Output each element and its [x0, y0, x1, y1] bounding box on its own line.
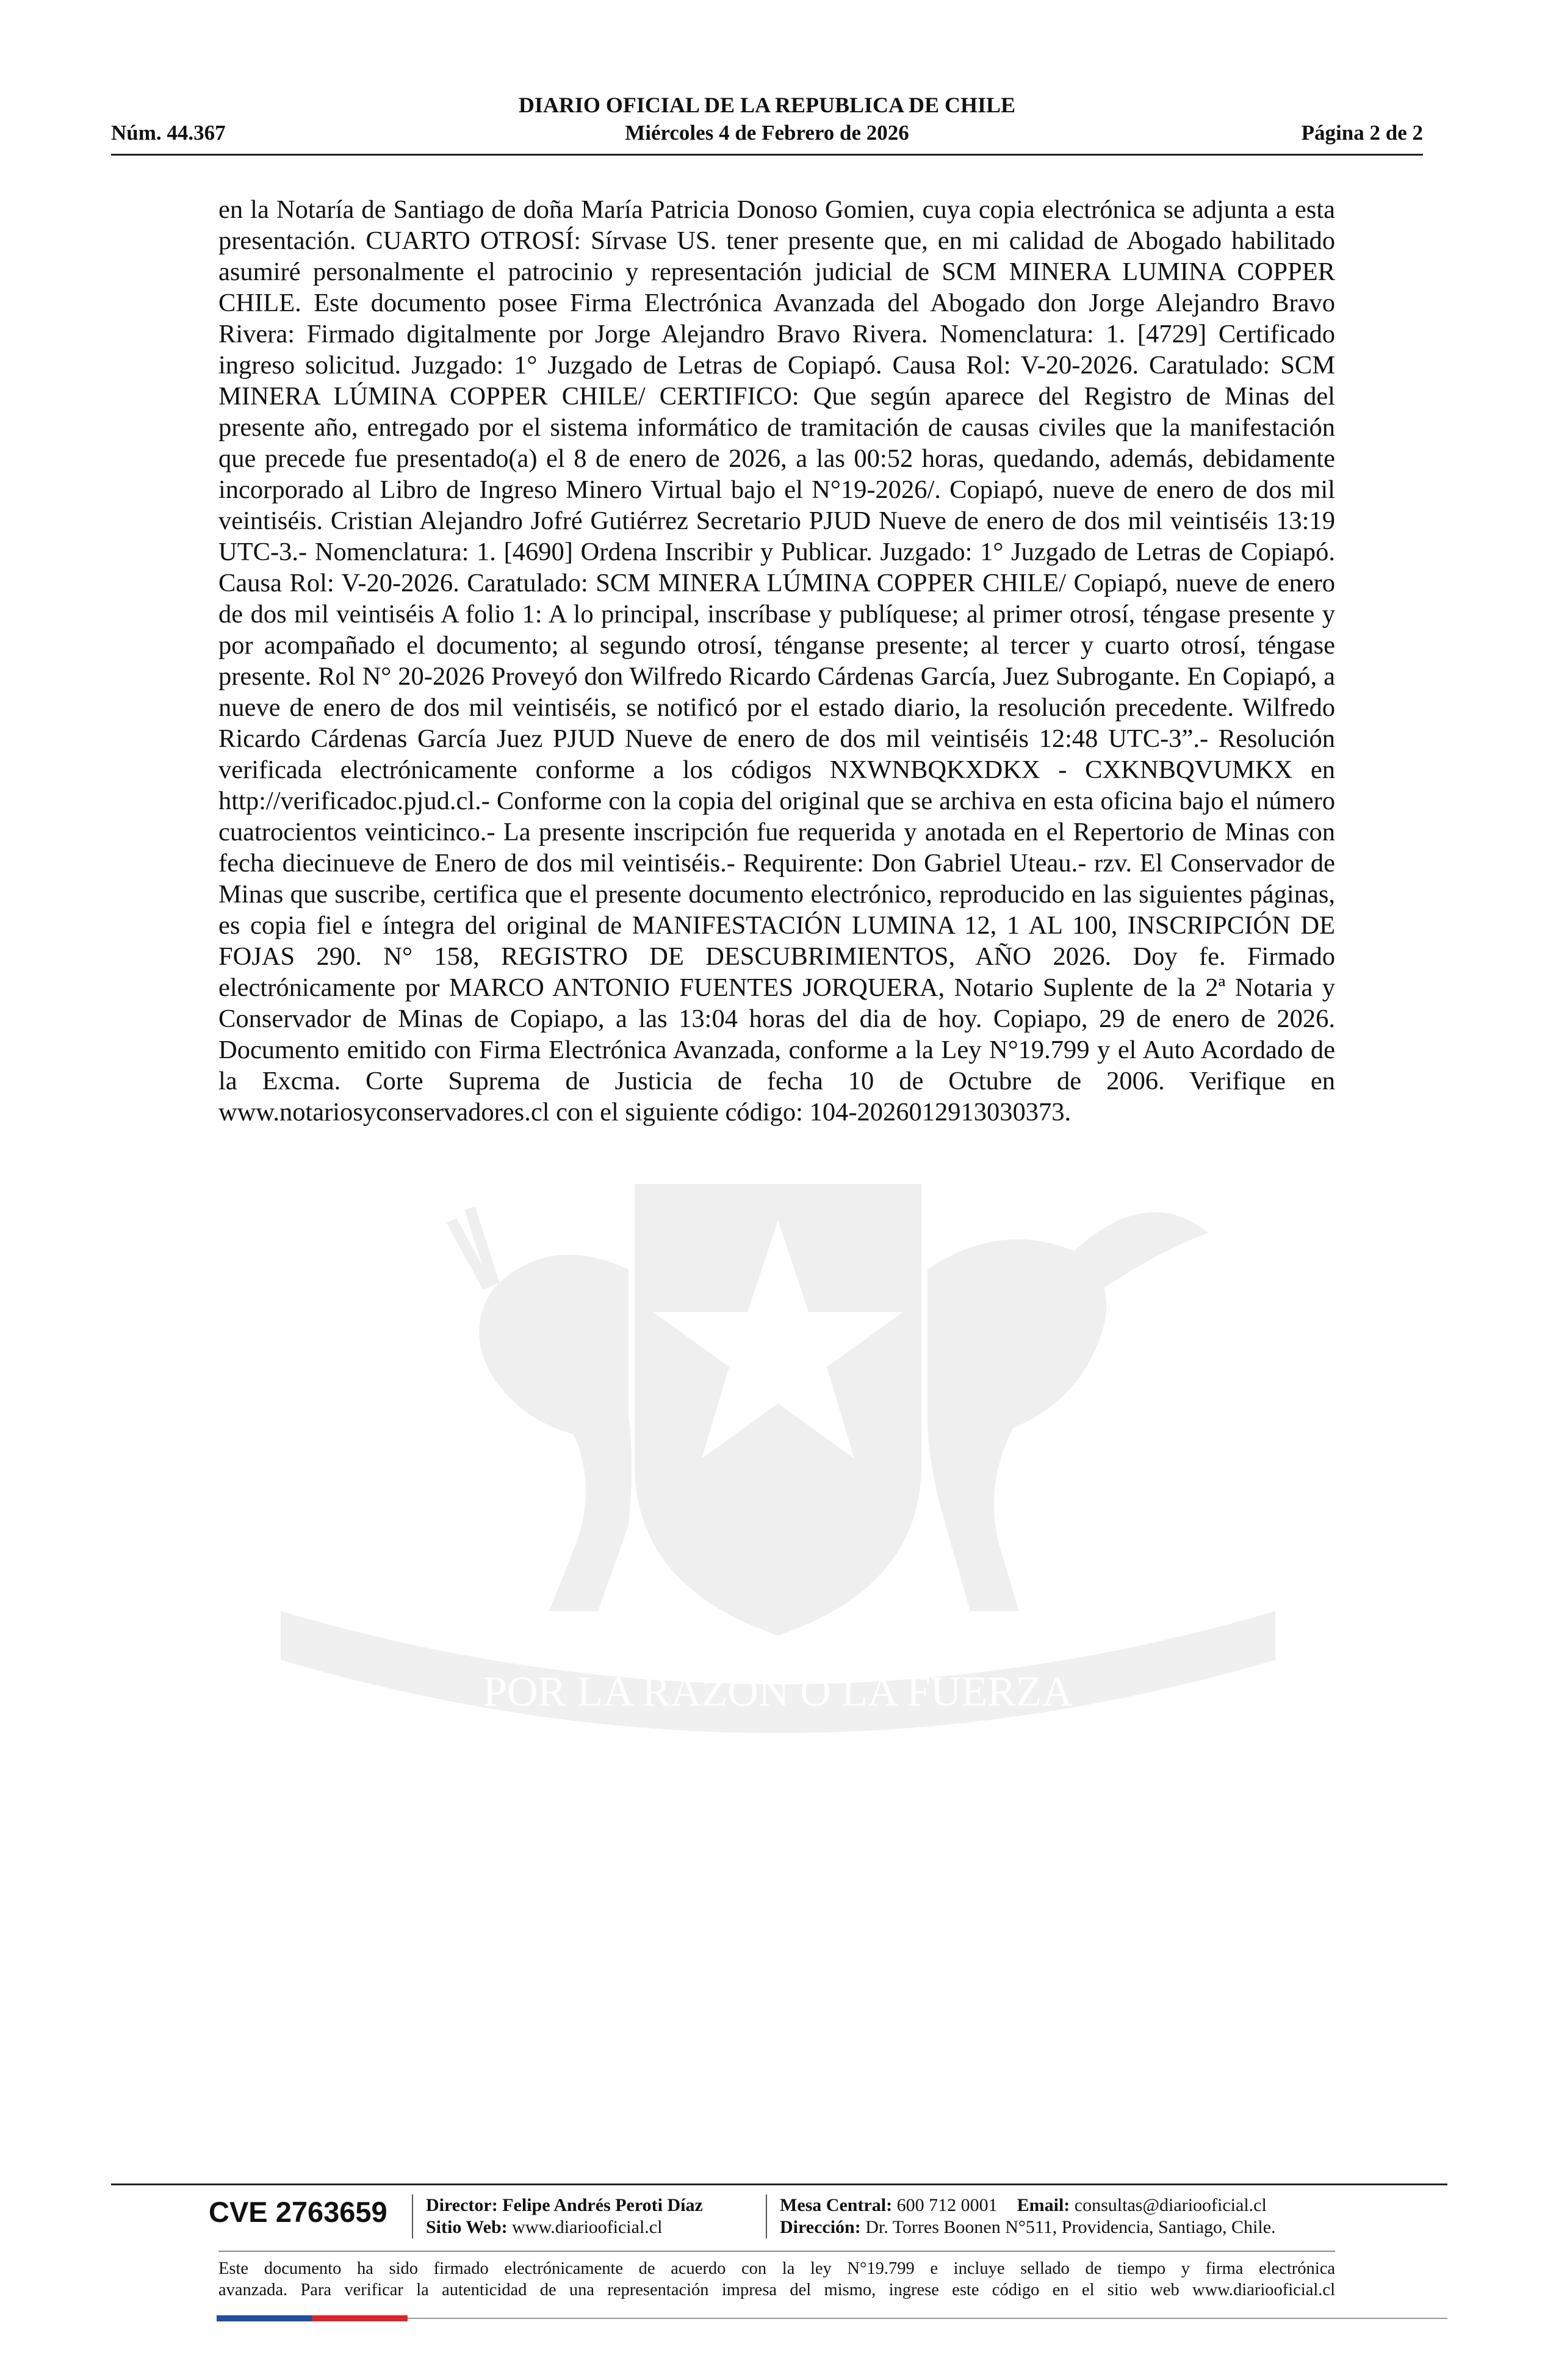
website-link[interactable]: www.diariooficial.cl [512, 2217, 663, 2237]
footer-note-line-2: avanzada. Para verificar la autenticidad de una representación impresa del mismo, ingrese este código en el sitio web www.diariooficial.cl [218, 2281, 1335, 2299]
footer-director-block [426, 2194, 703, 2238]
footer-note-line-1: Este documento ha sido firmado electrónicamente de acuerdo con la ley N°19.799 e incluye sellado de tiempo y firma electrónica [218, 2259, 1335, 2278]
footer-note [218, 2258, 1335, 2301]
flag-stripe-blue [217, 2315, 312, 2321]
email-label: Email: [1017, 2195, 1070, 2215]
cve-code: CVE 2763659 [209, 2196, 387, 2228]
mesa-label: Mesa Central: [780, 2195, 893, 2215]
flag-stripe-red [312, 2315, 408, 2321]
email-link[interactable]: consultas@diariooficial.cl [1074, 2195, 1267, 2215]
footer-divider [111, 2183, 1447, 2185]
document-body: en la Notaría de Santiago de doña María Patricia Donoso Gomien, cuya copia electrónica se adjunta a esta presentación. CUARTO OTROSÍ: Sírvase US. tener presente que, en mi calidad de Abogado habilitado asumiré personalmente el patrocinio y representación judicial de SCM MINERA LUMINA COPPER CHILE. Este documento posee Firma Electrónica Avanzada del Abogado don Jorge Alejandro Bravo Rivera: Firmado digitalmente por Jorge Alejandro Bravo Rivera. Nomenclatura: 1. [4729] Certificado ingreso solicitud. Juzgado: 1° Juzgado de Letras de Copiapó. Causa Rol: V-20-2026. Caratulado: SCM MINERA LÚMINA COPPER CHILE/ CERTIFICO: Que según aparece del Registro de Minas del presente año, entregado por el sistema informático de tramitación de causas civiles que la manifestación que precede fue presentado(a) el 8 de enero de 2026, a las 00:52 horas, quedando, además, debidamente incorporado al Libro de Ingreso Minero Virtual bajo el N°19-2026/. Copiapó, nueve de enero de dos mil veintiséis. Cristian Alejandro Jofré Gutiérrez Secretario PJUD Nueve de enero de dos mil veintiséis 13:19 UTC-3.- Nomenclatura: 1. [4690] Ordena Inscribir y Publicar. Juzgado: 1° Juzgado de Letras de Copiapó. Causa Rol: V-20-2026. Caratulado: SCM MINERA LÚMINA COPPER CHILE/ Copiapó, nueve de enero de dos mil veintiséis A folio 1: A lo principal, inscríbase y publíquese; al primer otrosí, téngase presente y por acompañado el documento; al segundo otrosí, ténganse presente; al tercer y cuarto otrosí, téngase presente. Rol N° 20-2026 Proveyó don Wilfredo Ricardo Cárdenas García, Juez Subrogante. En Copiapó, a nueve de enero de dos mil veintiséis, se notificó por el estado diario, la resolución precedente. Wilfredo Ricardo Cárdenas García Juez PJUD Nueve de enero de dos mil veintiséis 12:48 UTC-3”.- Resolución verificada electrónicamente conforme a los códigos NXWNBQKXDKX - CXKNBQVUMKX en http://verificadoc.pjud.cl.- Conforme con la copia del original que se archiva en esta oficina bajo el número cuatrocientos veinticinco.- La presente inscripción fue requerida y anotada en el Repertorio de Minas con fecha diecinueve de Enero de dos mil veintiséis.- Requirente: Don Gabriel Uteau.- rzv. El Conservador de Minas que suscribe, certifica que el presente documento electrónico, reproducido en las siguientes páginas, es copia fiel e íntegra del original de MANIFESTACIÓN LUMINA 12, 1 AL 100, INSCRIPCIÓN DE FOJAS 290. N° 158, REGISTRO DE DESCUBRIMIENTOS, AÑO 2026. Doy fe. Firmado electrónicamente por MARCO ANTONIO FUENTES JORQUERA, Notario Suplente de la 2ª Notaria y Conservador de Minas de Copiapo, a las 13:04 horas del dia de hoy. Copiapo, 29 de enero de 2026. Documento emitido con Firma Electrónica Avanzada, conforme a la Ley N°19.799 y el Auto Acordado de la Excma. Corte Suprema de Justicia de fecha 10 de Octubre de 2006. Verifique en www.notariosyconservadores.cl con el siguiente código: 104-2026012913030373. [218, 195, 1335, 1127]
page-header [111, 93, 1423, 151]
issue-number: Núm. 44.367 [111, 121, 226, 145]
coat-of-arms-watermark-icon [207, 1147, 1349, 1770]
footer-contact-block [780, 2194, 1276, 2238]
footer-bottom-rule [408, 2318, 1447, 2319]
director-name: Felipe Andrés Peroti Díaz [502, 2195, 703, 2215]
footer-inner-divider [218, 2251, 1335, 2252]
website-label: Sitio Web: [426, 2217, 508, 2237]
watermark-motto: POR LA RAZON O LA FUERZA [483, 1668, 1073, 1715]
issue-date: Miércoles 4 de Febrero de 2026 [625, 121, 909, 145]
footer-separator [766, 2194, 767, 2238]
page-number: Página 2 de 2 [1301, 121, 1423, 145]
footer-separator [412, 2194, 413, 2238]
mesa-phone: 600 712 0001 [896, 2195, 998, 2215]
director-label: Director: [426, 2195, 498, 2215]
address-label: Dirección: [780, 2217, 861, 2237]
address-value: Dr. Torres Boonen N°511, Providencia, Santiago, Chile. [865, 2217, 1276, 2237]
publication-title: DIARIO OFICIAL DE LA REPUBLICA DE CHILE [518, 93, 1016, 117]
header-divider [111, 154, 1423, 156]
